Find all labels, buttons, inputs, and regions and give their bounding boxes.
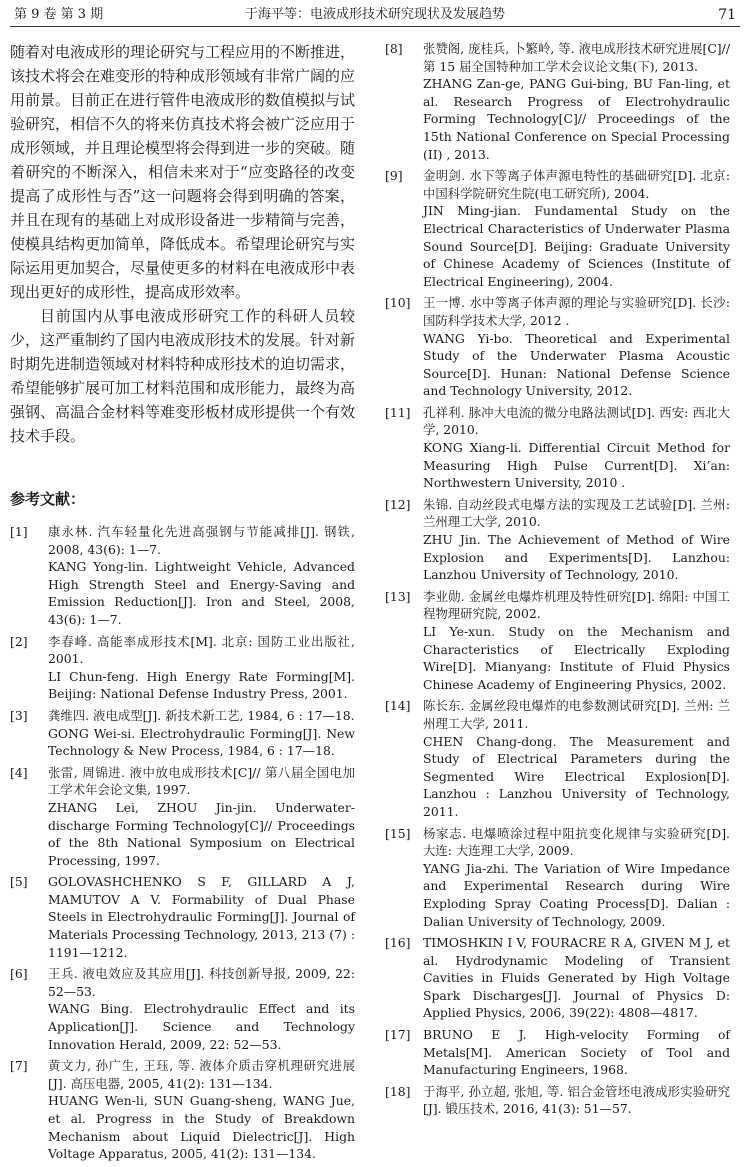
reference-item (385, 697, 730, 820)
reference-item (10, 523, 355, 629)
reference-en: HUANG Wen-li, SUN Guang-sheng, WANG Jue, et al. Progress in the Study of Breakdown Mechanism about Liquid Dielectric[J]. High Voltage Apparatus, 2005, 41(2): 131—134. (48, 1093, 355, 1162)
reference-number: [3] (10, 707, 28, 723)
page-number: 71 (718, 7, 736, 23)
running-title: 于海平等：电液成形技术研究现状及发展趋势 (244, 7, 505, 22)
reference-item (385, 1083, 730, 1118)
reference-number: [17] (385, 1027, 411, 1043)
reference-text (423, 697, 730, 820)
reference-text (48, 873, 355, 961)
reference-cn: 于海平, 孙立超, 张旭, 等. 铝合金管坯电液成形实验研究[J]. 锻压技术, 2016, 41(3): 51—57. (423, 1083, 730, 1117)
reference-number: [16] (385, 935, 411, 951)
reference-text (48, 1057, 355, 1163)
reference-number: [13] (385, 588, 411, 604)
reference-item (385, 404, 730, 492)
reference-cn: 朱锦. 自动丝段式电爆方法的实现及工艺试验[D]. 兰州: 兰州理工大学, 2010. (423, 496, 730, 530)
reference-cn: 孔祥利. 脉冲大电流的微分电路法测试[D]. 西安: 西北大学, 2010. (423, 404, 730, 438)
reference-text (48, 633, 355, 703)
reference-en: ZHANG Zan-ge, PANG Gui-bing, BU Fan-ling, et al. Research Progress of Electrohydraulic Forming Technology[C]// Proceedings of the 15th National Conference on Special Processing (II) , 2013. (423, 76, 730, 162)
reference-en: BRUNO E J. High-velocity Forming of Metals[M]. American Society of Tool and Manufacturing Engineers, 1968. (423, 1027, 730, 1078)
reference-item (10, 965, 355, 1053)
reference-item (385, 934, 730, 1022)
reference-text (423, 1083, 730, 1118)
reference-number: [2] (10, 633, 28, 649)
reference-cn: 李春峰. 高能率成形技术[M]. 北京: 国防工业出版社, 2001. (48, 633, 355, 667)
reference-cn: 龚维四. 液电成型[J]. 新技术新工艺, 1984, 6 : 17—18. (48, 707, 355, 723)
reference-en: ZHU Jin. The Achievement of Method of Wire Explosion and Experiments[D]. Lanzhou: Lanzhou University of Technology, 2010. (423, 532, 730, 583)
reference-cn: 王一博. 水中等离子体声源的理论与实验研究[D]. 长沙: 国防科学技术大学, 2012 . (423, 295, 730, 328)
reference-number: [1] (10, 524, 28, 539)
reference-item (385, 588, 730, 694)
reference-cn: 陈长东. 金属丝段电爆炸的电参数测试研究[D]. 兰州: 兰州理工大学, 2011. (423, 698, 730, 731)
reference-en: LI Ye-xun. Study on the Mechanism and Characteristics of Electrically Exploding Wire[D]. Mianyang: Institute of Fluid Physics Chinese Academy of Engineering Physics, 2002. (423, 624, 730, 692)
right-column (385, 40, 730, 1122)
reference-cn: 金明剑. 水下等离子体声源电特性的基础研究[D]. 北京: 中国科学院研究生院(电工研究所), 2004. (423, 168, 730, 201)
reference-number: [11] (385, 404, 411, 420)
references-heading: 参考文献： (10, 490, 86, 508)
reference-en: LI Chun-feng. High Energy Rate Forming[M]. Beijing: National Defense Industry Press, 2001. (48, 668, 355, 702)
reference-number: [9] (385, 168, 403, 184)
reference-cn: 王兵. 液电效应及其应用[J]. 科技创新导报, 2009, 22: 52—53. (48, 966, 355, 999)
reference-en: KANG Yong-lin. Lightweight Vehicle, Advanced High Strength Steel and Energy-Saving and Emission Reduction[J]. Iron and Steel, 2008, 43(6): 1—7. (48, 559, 355, 627)
reference-cn: 李业勋. 金属丝电爆炸机理及特性研究[D]. 绵阳: 中国工程物理研究院, 2002. (423, 588, 730, 622)
reference-number: [6] (10, 966, 28, 982)
reference-cn: 康永林. 汽车轻量化先进高强钢与节能减排[J]. 钢铁, 2008, 43(6): 1—7. (48, 524, 355, 557)
reference-number: [4] (10, 764, 28, 780)
reference-cn: 张赞阁, 庞桂兵, 卜繁岭, 等. 液电成形技术研究进展[C]// 第 15 届全国特种加工学术会议论文集(下), 2013. (423, 41, 730, 74)
reference-cn: 杨家志. 电爆喷涂过程中阻抗变化规律与实验研究[D]. 大连: 大连理工大学, 2009. (423, 825, 730, 859)
reference-number: [14] (385, 698, 411, 714)
reference-text (48, 764, 355, 870)
reference-item (10, 707, 355, 760)
reference-number: [5] (10, 874, 28, 890)
reference-item (385, 1026, 730, 1079)
reference-en: GOLOVASHCHENKO S F, GILLARD A J, MAMUTOV A V. Formability of Dual Phase Steels in Electrohydraulic Forming[J]. Journal of Materials Processing Technology, 2013, 213 (7) : 1191—1212. (48, 874, 355, 960)
reference-number: [10] (385, 295, 411, 311)
reference-text (48, 707, 355, 760)
body-paragraph: 目前国内从事电液成形研究工作的科研人员较少，这严重制约了国内电液成形技术的发展。针对新时期先进制造领域对材料特种成形技术的迫切需求，希望能够扩展可加工材料范围和成形能力，最终为高强钢、高温合金材料等难变形板材成形提供一个有效技术手段。 (10, 307, 356, 445)
reference-number: [15] (385, 825, 411, 841)
reference-text (423, 294, 730, 400)
reference-item (10, 873, 355, 961)
reference-cn: 黄文力, 孙广生, 王珏, 等. 液体介质击穿机理研究进展[J]. 高压电器, 2005, 41(2): 131—134. (48, 1058, 355, 1091)
reference-en: WANG Yi-bo. Theoretical and Experimental Study of the Underwater Plasma Acoustic Source[D]. Hunan: National Defense Science and Technology University, 2012. (423, 330, 730, 399)
reference-text (423, 404, 730, 492)
reference-en: WANG Bing. Electrohydraulic Effect and its Application[J]. Science and Technology Innovation Herald, 2009, 22: 52—53. (48, 1001, 355, 1052)
reference-number: [18] (385, 1083, 411, 1099)
reference-text (423, 588, 730, 694)
reference-en: JIN Ming-jian. Fundamental Study on the Electrical Characteristics of Underwater Plasma Sound Source[D]. Beijing: Graduate University of Chinese Academy of Sciences (Institute of Electrical Engineering), 2004. (423, 203, 730, 289)
reference-number: [7] (10, 1058, 28, 1074)
reference-text (423, 496, 730, 584)
reference-text (423, 825, 730, 931)
reference-item (10, 1057, 355, 1163)
reference-en: CHEN Chang-dong. The Measurement and Study of Electrical Parameters during the Segmented Wire Electrical Explosion[D]. Lanzhou : Lanzhou University of Technology, 2011. (423, 733, 730, 819)
reference-text (423, 40, 730, 163)
reference-cn: 张雷, 周锦进. 液中放电成形技术[C]// 第八届全国电加工学术年会论文集, 1997. (48, 764, 355, 798)
running-header (10, 4, 740, 27)
reference-item (385, 294, 730, 400)
reference-en: ZHANG Lei, ZHOU Jin-jin. Underwater-discharge Forming Technology[C]// Proceedings of the 8th National Symposium on Electrical Processing, 1997. (48, 799, 355, 868)
reference-list-right (385, 40, 730, 1118)
body-paragraph: 随着对电液成形的理论研究与工程应用的不断推进，该技术将会在难变形的特种成形领域有非常广阔的应用前景。目前正在进行管件电液成形的数值模拟与试验研究，相信不久的将来仿真技术将会被广泛应用于成形领域，并且理论模型将会得到进一步的突破。随着研究的不断深入，相信未来对于“应变路径的改变提高了成形性与否”这一问题将会得到明确的答案，并且在现有的基础上对成形设备进一步精简与完善，使模具结构更加简单，降低成本。希望理论研究与实际运用更加契合，尽量使更多的材料在电液成形中表现出更好的成形性，提高成形效率。 (10, 43, 356, 301)
reference-item (385, 40, 730, 163)
reference-item (10, 633, 355, 703)
reference-en: GONG Wei-si. Electrohydraulic Forming[J]. New Technology & New Process, 1984, 6 : 17—18. (48, 725, 355, 759)
reference-text (423, 1026, 730, 1079)
reference-item (10, 764, 355, 870)
reference-item (385, 167, 730, 290)
left-column (10, 40, 355, 1167)
reference-number: [8] (385, 41, 403, 56)
reference-text (48, 523, 355, 629)
reference-list-left (10, 523, 355, 1163)
reference-number: [12] (385, 496, 411, 512)
reference-en: YANG Jia-zhi. The Variation of Wire Impedance and Experimental Research during Wire Exploding Spray Coating Process[D]. Dalian : Dalian University of Technology, 2009. (423, 860, 730, 929)
reference-text (423, 167, 730, 290)
reference-text (423, 934, 730, 1022)
reference-text (48, 965, 355, 1053)
volume-issue: 第 9 卷 第 3 期 (14, 7, 104, 22)
reference-item (385, 825, 730, 931)
reference-en: TIMOSHKIN I V, FOURACRE R A, GIVEN M J, et al. Hydrodynamic Modeling of Transient Cavities in Fluids Generated by High Voltage Spark Discharges[J]. Journal of Physics D: Applied Physics, 2006, 39(22): 4808—4817. (423, 935, 730, 1021)
reference-en: KONG Xiang-li. Differential Circuit Method for Measuring High Pulse Current[D]. Xi’an: Northwestern University, 2010 . (423, 440, 730, 491)
reference-item (385, 496, 730, 584)
